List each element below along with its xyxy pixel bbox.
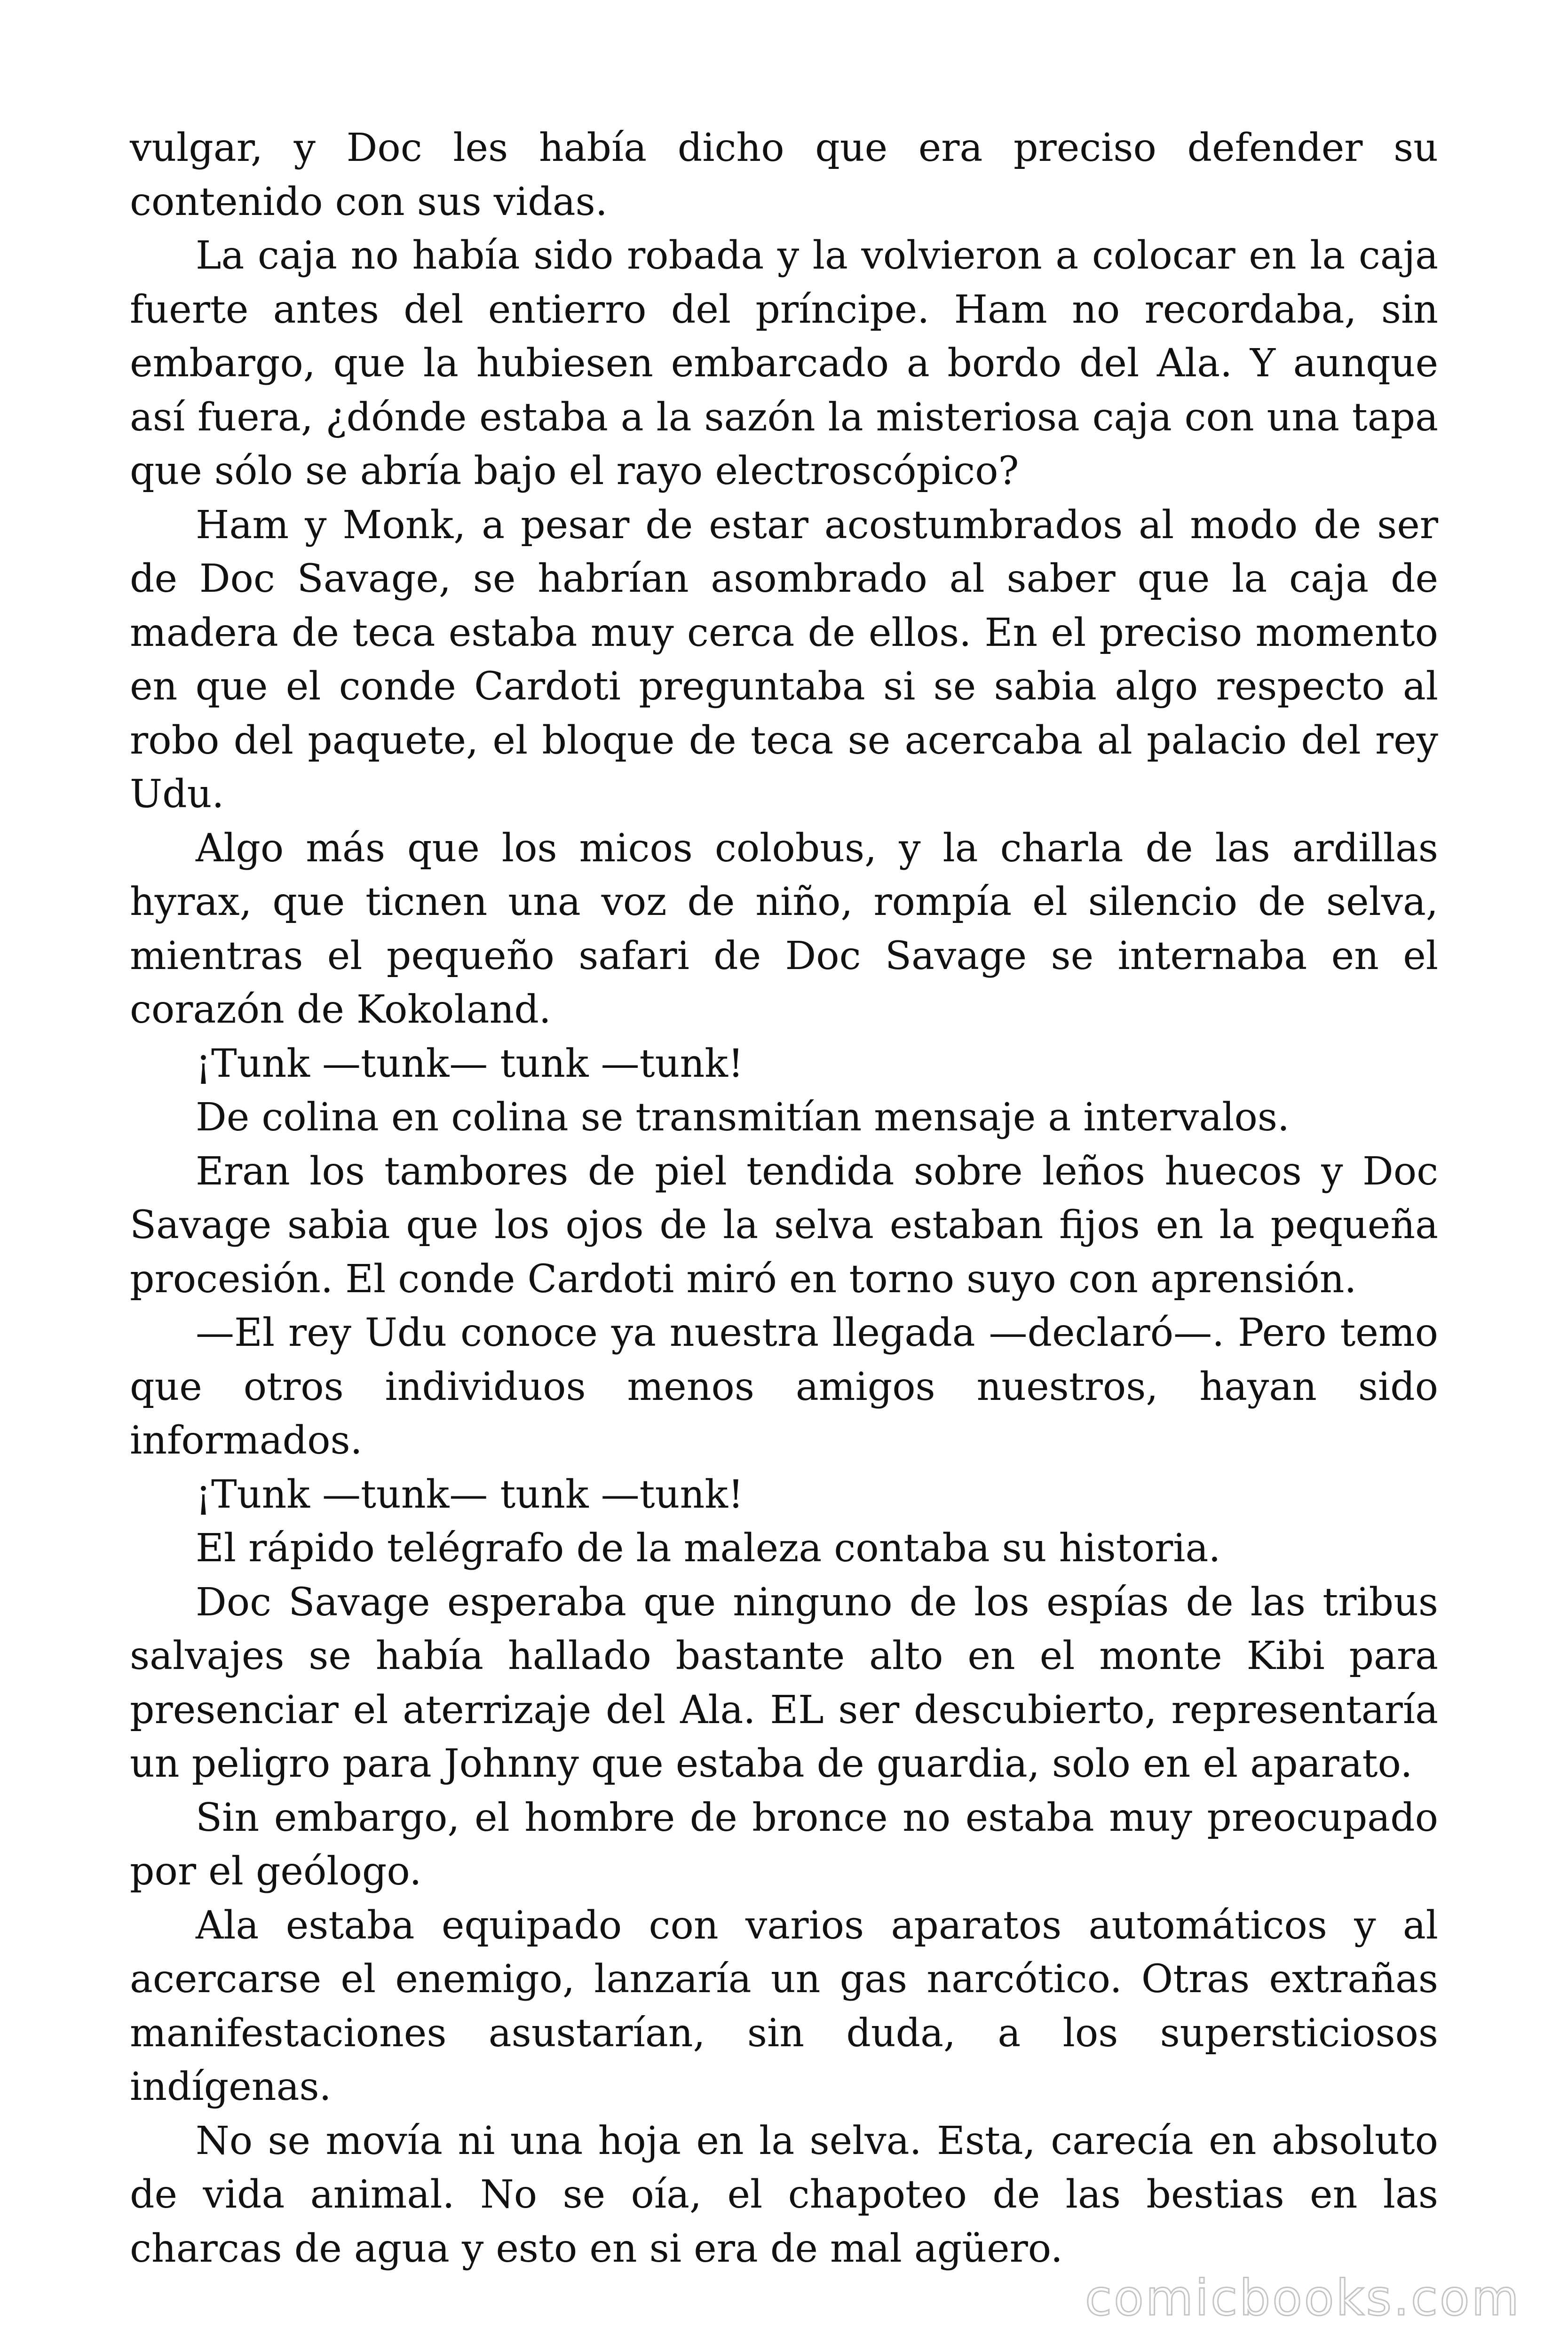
paragraph: Algo más que los micos colobus, y la charla de las ardillas hyrax, que ticnen una voz de niño, rompía el silencio de selva, mientras el pequeño safari de Doc Savage se internaba en el corazón de Kokoland. xyxy=(130,826,1438,1032)
paragraph: Sin embargo, el hombre de bronce no estaba muy preocupado por el geólogo. xyxy=(130,1795,1438,1894)
paragraph: No se movía ni una hoja en la selva. Esta, carecía en absoluto de vida animal. No se oía, el chapoteo de las bestias en las charcas de agua y esto en si era de mal agüero. xyxy=(130,2118,1438,2271)
paragraph: Ham y Monk, a pesar de estar acostumbrados al modo de ser de Doc Savage, se habrían asombrado al saber que la caja de madera de teca estaba muy cerca de ellos. En el preciso momento en que el conde Cardoti preguntaba si se sabia algo respecto al robo del paquete, el bloque de teca se acercaba al palacio del rey Udu. xyxy=(130,502,1438,817)
watermark-logo: comicbooks.com xyxy=(1085,2269,1521,2327)
paragraph-continuation: vulgar, y Doc les había dicho que era preciso defender su contenido con sus vidas. xyxy=(130,126,1438,224)
page-text xyxy=(130,121,1438,2276)
paragraph: ¡Tunk —tunk— tunk —tunk! xyxy=(196,1041,744,1086)
paragraph: Ala estaba equipado con varios aparatos automáticos y al acercarse el enemigo, lanzaría un gas narcótico. Otras extrañas manifestaciones asustarían, sin duda, a los supersticiosos indígenas. xyxy=(130,1903,1438,2109)
paragraph: Doc Savage esperaba que ninguno de los espías de las tribus salvajes se había hallado bastante alto en el monte Kibi para presenciar el aterrizaje del Ala. EL ser descubierto, representaría un peligro para Johnny que estaba de guardia, solo en el aparato. xyxy=(130,1580,1438,1786)
paragraph: La caja no había sido robada y la volvieron a colocar en la caja fuerte antes del entierro del príncipe. Ham no recordaba, sin embargo, que la hubiesen embarcado a bordo del Ala. Y aunque así fuera, ¿dónde estaba a la sazón la misteriosa caja con una tapa que sólo se abría bajo el rayo electroscópico? xyxy=(130,233,1438,493)
paragraph: ¡Tunk —tunk— tunk —tunk! xyxy=(196,1472,744,1517)
paragraph-dialogue: —El rey Udu conoce ya nuestra llegada —declaró—. Pero temo que otros individuos menos amigos nuestros, hayan sido informados. xyxy=(130,1311,1438,1463)
paragraph: De colina en colina se transmitían mensaje a intervalos. xyxy=(196,1095,1290,1140)
paragraph: Eran los tambores de piel tendida sobre leños huecos y Doc Savage sabia que los ojos de la selva estaban fijos en la pequeña procesión. El conde Cardoti miró en torno suyo con aprensión. xyxy=(130,1149,1438,1302)
paragraph: El rápido telégrafo de la maleza contaba su historia. xyxy=(196,1526,1221,1571)
